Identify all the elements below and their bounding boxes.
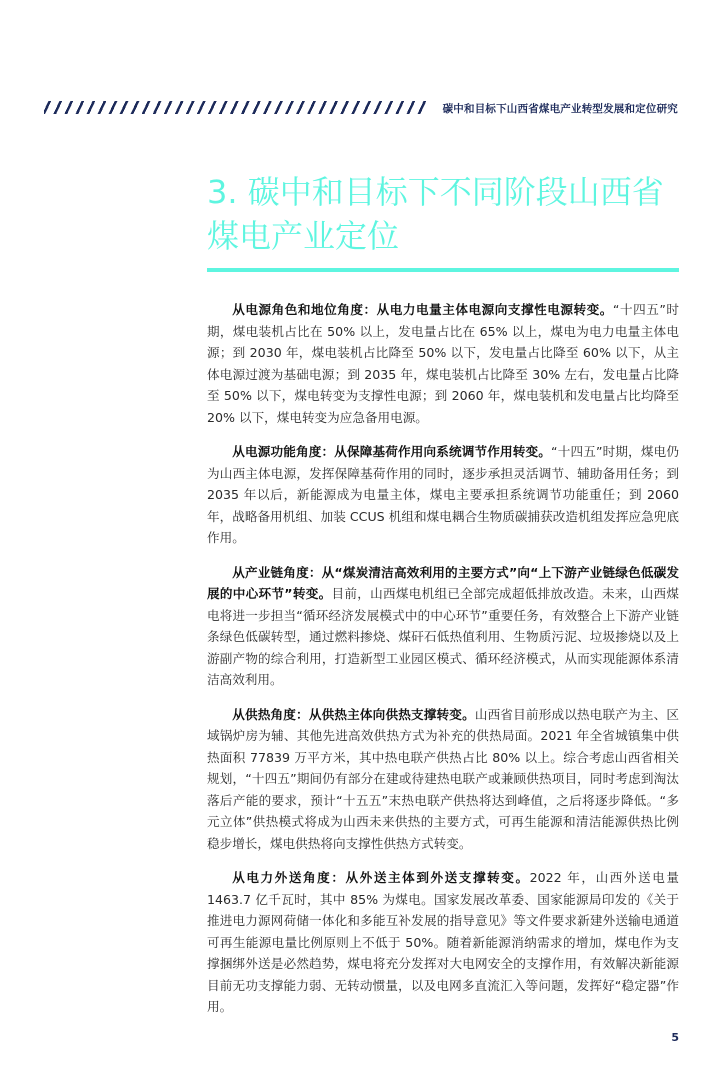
paragraph-text: 目前，山西煤电机组已全部完成超低排放改造。未来，山西煤电将进一步担当“循环经济发展模式中的中心环节”重要任务，有效整合上下游产业链条绿色低碳转型，通过燃料掺烧、煤矸石低热值利用、生物质污泥、垃圾掺烧以及上游副产物的综合利用，打造新型工业园区模式、循环经济模式，从而实现能源体系清洁高效利用。	[207, 586, 680, 687]
section-title-line2: 煤电产业定位	[207, 217, 400, 255]
content-column	[207, 0, 679, 1084]
paragraph-lead: 从供热角度：从供热主体向供热支撑转变。	[232, 706, 475, 722]
title-underline-rule	[207, 268, 679, 272]
page-number: 5	[671, 1030, 679, 1044]
paragraph-text: “十四五”时期，煤电装机占比在 50% 以上，发电量占比在 65% 以上，煤电为电力电量主体电源；到 2030 年，煤电装机占比降至 50% 以下，发电量占比降至 60% 以下，从主体电源过渡为基础电源；到 2035 年，煤电装机占比降至 30% 左右，发电量占比降至 50% 以下，煤电转变为支撑性电源；到 2060 年，煤电装机和发电量占比均降至 20% 以下，煤电转变为应急备用电源。	[207, 302, 680, 425]
paragraph-lead: 从产业链角度：从“煤炭清洁高效利用的主要方式”向“上下游产业链绿色低碳发展的中心环节”转变。	[207, 564, 679, 601]
paragraph-power-role	[207, 299, 679, 428]
paragraph-lead: 从电源角色和地位角度：从电力电量主体电源向支撑性电源转变。	[232, 302, 613, 317]
paragraph-heating	[207, 704, 679, 855]
paragraph-text: “十四五”时期，煤电仍为山西主体电源，发挥保障基荷作用的同时，逐步承担灵活调节、辅助备用任务；到 2035 年以后，新能源成为电量主体，煤电主要承担系统调节功能重任；到 2060 年，战略备用机组、加装 CCUS 机组和煤电耦合生物质碳捕获改造机组发挥应急兜底作用。	[207, 444, 679, 545]
body-text	[207, 299, 679, 1018]
paragraph-lead: 从电源功能角度：从保障基荷作用向系统调节作用转变。	[232, 444, 552, 459]
paragraph-industry-chain	[207, 562, 679, 691]
paragraph-lead: 从电力外送角度：从外送主体到外送支撑转变。	[232, 870, 530, 885]
section-title	[207, 170, 679, 258]
paragraph-text: 2022 年，山西外送电量 1463.7 亿千瓦时，其中 85% 为煤电。国家发展改革委、国家能源局印发的《关于推进电力源网荷储一体化和多能互补发展的指导意见》等文件要求新建外送输电通道可再生能源电量比例原则上不低于 50%。随着新能源消纳需求的增加，煤电作为支撑捆绑外送是必然趋势，煤电将充分发挥对大电网安全的支撑作用，有效解决新能源目前无功支撑能力弱、无转动惯量，以及电网多直流汇入等问题，发挥好“稳定器”作用。	[207, 870, 680, 1014]
paragraph-power-function	[207, 441, 679, 549]
paragraph-text: 山西省目前形成以热电联产为主、区域锅炉房为辅、其他先进高效供热方式为补充的供热局面。2021 年全省城镇集中供热面积 77839 万平方米，其中热电联产供热占比 80% 以上。综合考虑山西省相关规划，“十四五”期间仍有部分在建或待建热电联产或兼顾供热项目，同时考虑到淘汰落后产能的要求，预计“十五五”末热电联产供热将达到峰值，之后将逐步降低。“多元立体”供热模式将成为山西未来供热的主要方式，可再生能源和清洁能源供热比例稳步增长，煤电供热将向支撑性供热方式转变。	[207, 706, 680, 851]
running-header-title: 碳中和目标下山西省煤电产业转型发展和定位研究	[442, 103, 678, 115]
section-title-line1: 3. 碳中和目标下不同阶段山西省	[207, 173, 664, 211]
paragraph-power-export	[207, 867, 679, 1018]
